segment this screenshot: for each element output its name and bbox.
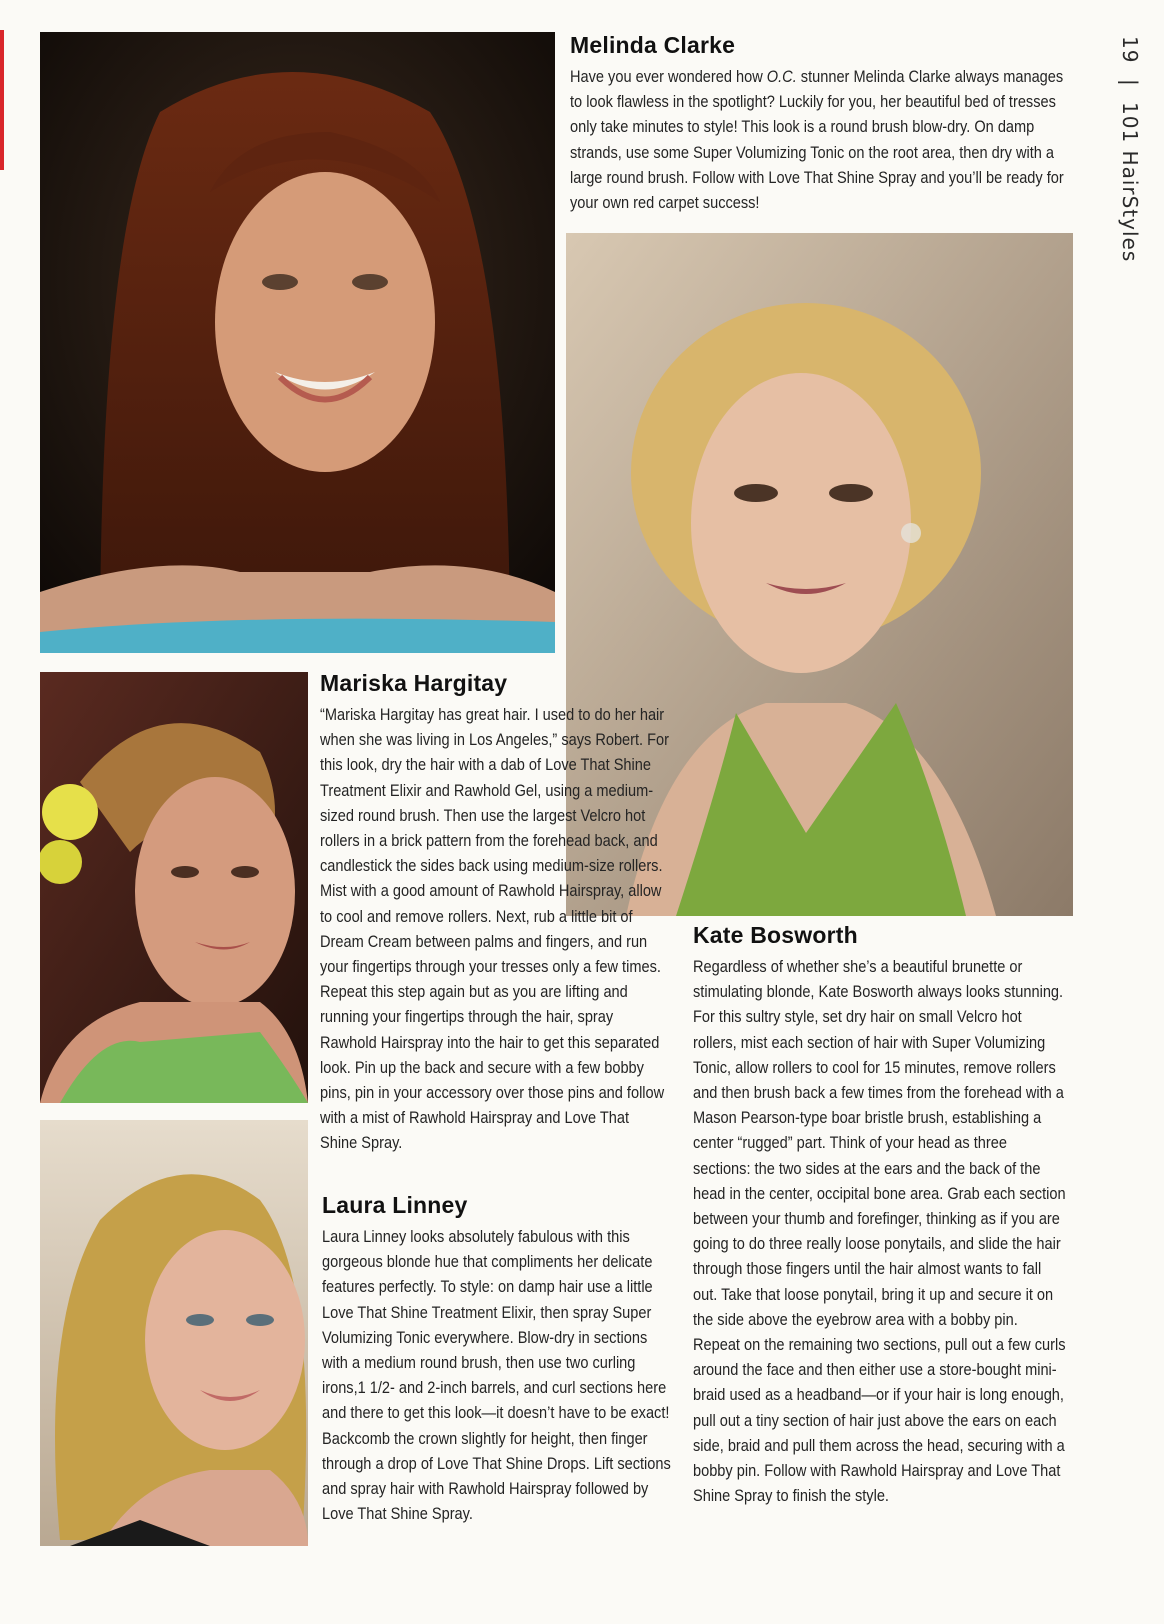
red-edge-tab [0, 30, 4, 170]
header-separator: | [1118, 78, 1142, 87]
laura-linney-article [322, 1192, 672, 1527]
running-header [1118, 36, 1142, 262]
mariska-hargitay-photo [40, 672, 308, 1103]
melinda-clarke-heading: Melinda Clarke [570, 32, 736, 58]
laura-linney-photo [40, 1120, 308, 1546]
melinda-clarke-body: Have you ever wondered how O.C. stunner Melinda Clarke always manages to look flawless in the spotlight? Luckily for you, her beautiful bed of tresses only take minutes to style! This look is a round brush blow-dry. On damp strands, use some Super Volumizing Tonic on the root area, then dry with a large round brush. Follow with Love That Shine Spray and you’ll be ready for your own red carpet success! [570, 68, 1064, 213]
kate-bosworth-article [693, 922, 1068, 1509]
laura-linney-body: Laura Linney looks absolutely fabulous with this gorgeous blonde hue that compliments her delicate features perfectly. To style: on damp hair use a little Love That Shine Treatment Elixir, then spray Super Volumizing Tonic everywhere. Blow-dry in sections with a medium round brush, then use two curling irons,1 1/2- and 2-inch barrels, and curl sections here and there to get this look—it doesn’t have to be exact! Backcomb the crown slightly for height, then finger through a drop of Love That Shine Drops. Lift sections and spray hair with Rawhold Hairspray followed by Love That Shine Spray. [322, 1228, 671, 1524]
kate-bosworth-heading: Kate Bosworth [693, 922, 858, 948]
magazine-title: 101 HairStyles [1118, 101, 1142, 263]
page-number: 19 [1118, 36, 1142, 64]
mariska-hargitay-heading: Mariska Hargitay [320, 670, 508, 696]
melinda-clarke-article [570, 32, 1070, 216]
mariska-hargitay-body: “Mariska Hargitay has great hair. I used to do her hair when she was living in Los Angeles,” says Robert. For this look, dry the hair with a dab of Love That Shine Treatment Elixir and Rawhold Gel, using a medium-sized round brush. Then use the largest Velcro hot rollers in a brick pattern from the forehead back, and candlestick the sides back using medium-size rollers. Mist with a good amount of Rawhold Hairspray, allow to cool and remove rollers. Next, rub a little bit of Dream Cream between palms and fingers, and run your fingertips through your tresses only a few times. Repeat this step again but as you are lifting and running your fingertips through the hair, spray Rawhold Hairspray into the hair to get this separated look. Pin up the back and secure with a few bobby pins, pin in your accessory over those pins and follow with a mist of Rawhold Hairspray and Love That Shine Spray. [320, 706, 670, 1153]
mariska-hargitay-article [320, 670, 670, 1157]
melinda-clarke-photo [40, 32, 555, 653]
oc-title-italic: O.C. [766, 68, 797, 86]
kate-bosworth-body: Regardless of whether she’s a beautiful brunette or stimulating blonde, Kate Bosworth always looks stunning. For this sultry style, set dry hair on small Velcro hot rollers, mist each section of hair with Super Volumizing Tonic, allow rollers to cool for 15 minutes, remove rollers and then brush back a few times from the forehead with a Mason Pearson-type boar bristle brush, establishing a center “rugged” part. Think of your head as three sections: the two sides at the ears and the back of the head in the center, occipital bone area. Grab each section between your thumb and forefinger, thinking as if you are going to do three really loose ponytails, and slide the hair through those fingers until the hair almost wants to fall out. Take that loose ponytail, bring it up and secure it on the side above the eyebrow area with a bobby pin. Repeat on the remaining two sections, pull out a few curls around the face and then either use a store-bought mini-braid used as a headband—or if your hair is long enough, pull out a tiny section of hair just above the ears on each side, braid and pull them across the head, securing with a bobby pin. Follow with Rawhold Hairspray and Love That Shine Spray to finish the style. [693, 958, 1066, 1506]
laura-linney-heading: Laura Linney [322, 1192, 468, 1218]
